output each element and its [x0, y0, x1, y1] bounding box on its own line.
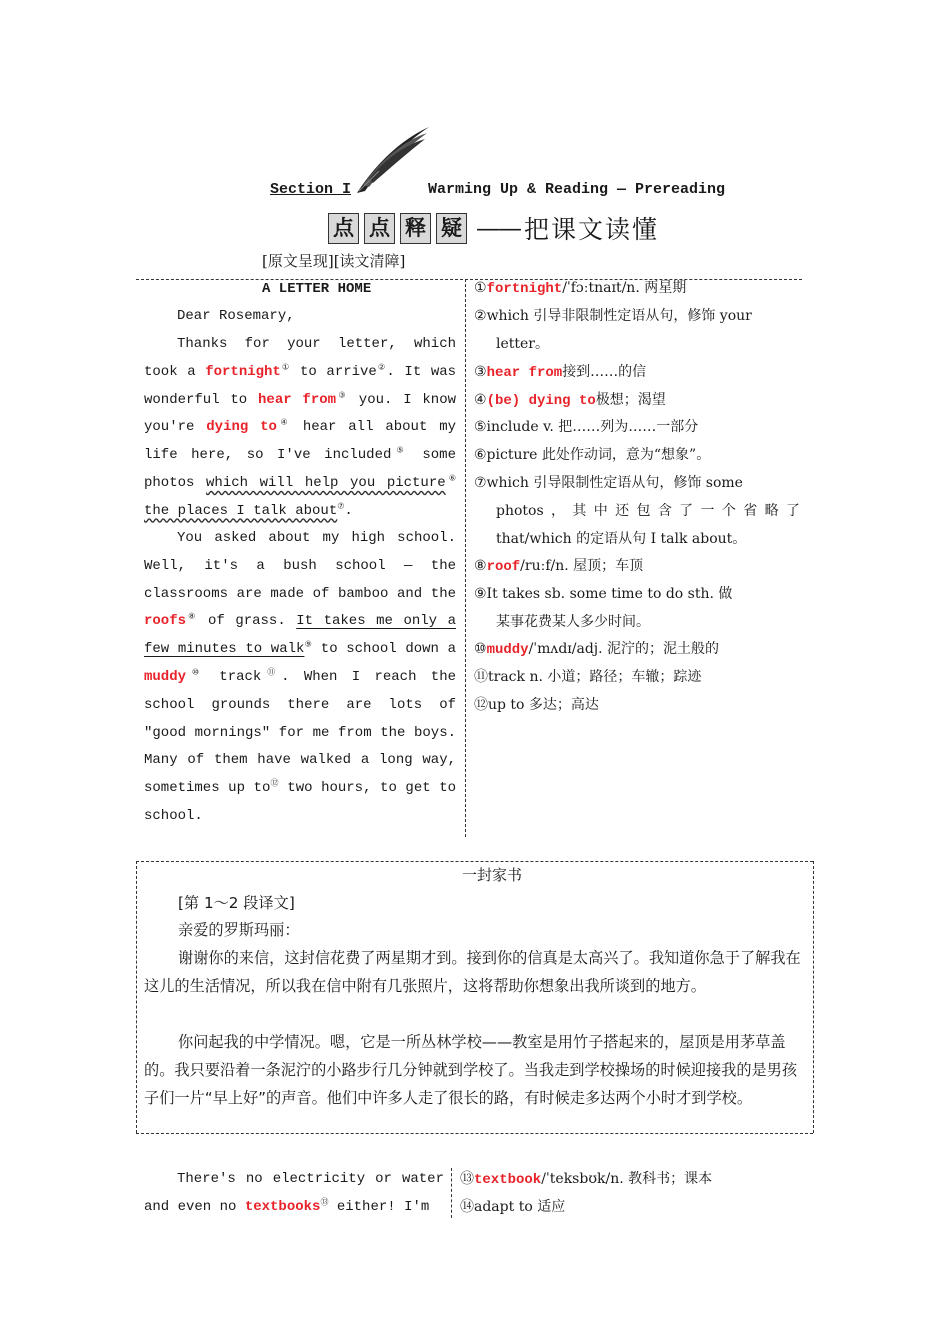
note-8: ⑧roof/ruːf/n. 屋顶；车顶 [474, 558, 644, 575]
note-10: ⑩muddy/ˈmʌdɪ/adj. 泥泞的；泥土般的 [474, 641, 720, 658]
note-13: ⑬textbook/ˈteksbʊk/n. 教科书；课本 [460, 1171, 713, 1188]
banner-dash: —— [476, 214, 520, 242]
letter-paragraph-1: Thanks for your letter, which took a fortnight① to arrive②. It was wonderful to hear from③ you. I know you're dying to④ hear all about my life here, so I've included⑤ some photos which will help you picture⑥ the places I talk about⑦. [144, 336, 457, 519]
swoosh-logo-icon [355, 125, 430, 195]
note-4: ④(be) dying to极想；渴望 [474, 392, 666, 409]
vocab-dying-to: dying to [206, 419, 277, 436]
translation-title: 一封家书 [462, 866, 523, 884]
section-title: Warming Up & Reading — Prereading [428, 181, 726, 198]
vocab-textbooks: textbooks [244, 1199, 321, 1215]
section-label: Section I [270, 181, 352, 198]
banner-heading [328, 210, 659, 246]
banner-subtitle: 把课文读懂 [524, 215, 660, 244]
translation-paragraph-1: 谢谢你的来信，这封信花费了两星期才到。接到你的信真是太高兴了。我知道你急于了解我在这儿的生活情况，所以我在信中附有几张照片，这将帮助你想象出我所谈到的地方。 [144, 949, 801, 995]
dashed-box-bottom [136, 1133, 813, 1134]
note-5: ⑤include v. 把……列为……一部分 [474, 419, 699, 435]
note-2: ②which 引导非限制性定语从句，修饰 your letter。 [474, 308, 752, 352]
letter-greeting: Dear Rosemary, [177, 308, 295, 324]
note-14: ⑭adapt to 适应 [460, 1199, 566, 1215]
translation-paragraph-2: 你问起我的中学情况。嗯，它是一所丛林学校——教室是用竹子搭起来的，屋顶是用茅草盖的。我只要沿着一条泥泞的小路步行几分钟就到学校了。当我走到学校操场的时候迎接我的是男孩子们一片“早上好”的声音。他们中许多人走了很长的路，有时候走多达两个小时才到学校。 [144, 1033, 798, 1107]
column-divider [465, 279, 466, 837]
vocab-hear-from: hear from [258, 391, 337, 408]
section-tags: [原文呈现][读文清障] [262, 252, 406, 270]
note-3: ③hear from接到……的信 [474, 364, 647, 381]
banner-char: 疑 [436, 213, 467, 244]
translation-label: [第 1～2 段译文] [178, 894, 295, 912]
note-12: ⑫up to 多达；高达 [474, 697, 599, 713]
translation-greeting: 亲爱的罗斯玛丽： [178, 921, 300, 939]
dashed-box-left [136, 861, 137, 1133]
letter-title: A LETTER HOME [262, 281, 372, 297]
vocab-fortnight: fortnight [205, 363, 281, 380]
wavy-underline-clause: the places I talk about [144, 502, 338, 519]
letter-paragraph-2: You asked about my high school. Well, it's a bush school — the classrooms are made of bamboo and the roofs⑧ of grass. It takes me only a few minutes to walk⑨ to school down a muddy⑩ track⑪. When I reach the school grounds there are lots of "good mornings" for me from the boys. Many of them have walked a long way, sometimes up to⑫ two hours, to get to school. [144, 530, 457, 824]
underlined-sentence: It takes me only a few minutes to walk [144, 613, 457, 658]
dashed-box-top [136, 861, 813, 862]
note-9: ⑨It takes sb. some time to do sth. 做 某事花费某人多少时间。 [474, 586, 733, 630]
banner-char: 释 [400, 213, 431, 244]
banner-char: 点 [364, 213, 395, 244]
vocab-muddy: muddy [144, 668, 187, 685]
note-11: ⑪track n. 小道；路径；车辙；踪迹 [474, 669, 702, 685]
note-6: ⑥picture 此处作动词，意为“想象”。 [474, 447, 711, 463]
column-divider [451, 1168, 452, 1218]
letter-paragraph-3: There's no electricity or water and even no textbooks⑬ either! I'm [144, 1171, 444, 1215]
banner-char: 点 [328, 213, 359, 244]
vocab-roofs: roofs [144, 613, 187, 630]
wavy-underline-clause: which will help you picture [206, 474, 446, 491]
note-7: ⑦which 引导限制性定语从句，修饰 some photos，其中还包含了一个省略了 that/which 的定语从句 I talk about。 [474, 475, 800, 547]
note-1: ①fortnight/ˈfɔːtnaɪt/n. 两星期 [474, 280, 687, 297]
